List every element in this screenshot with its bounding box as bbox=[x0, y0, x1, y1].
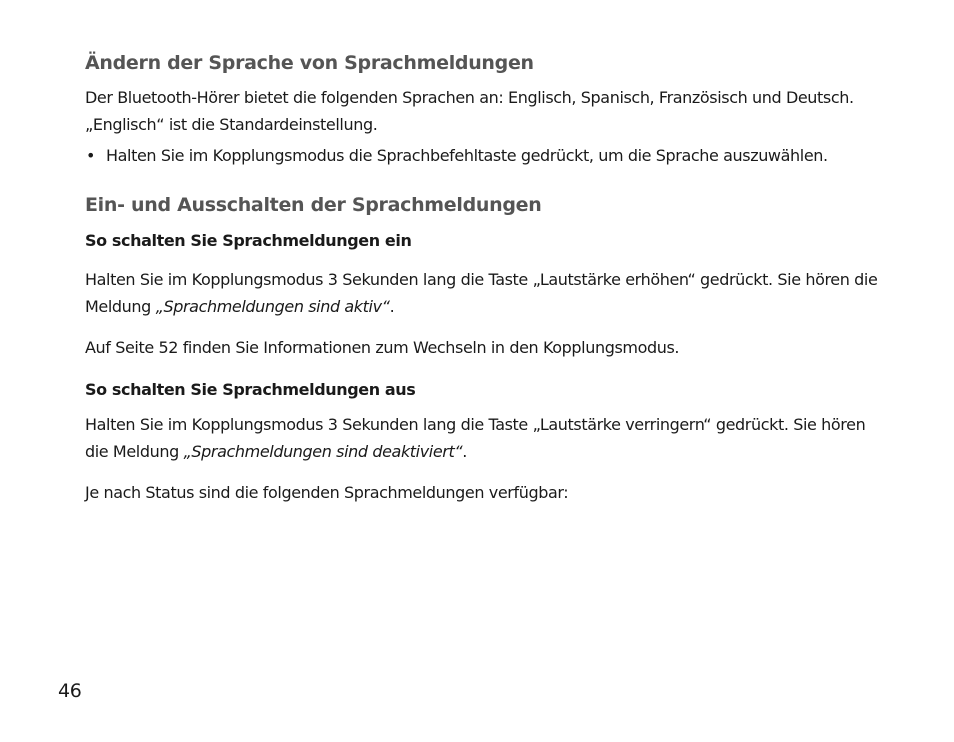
pairing-mode-note: Auf Seite 52 finden Sie Informationen zum Wechseln in den Kopplungsmodus. bbox=[85, 338, 680, 357]
list-item bbox=[85, 143, 885, 168]
page-number: 46 bbox=[58, 680, 82, 702]
status-note: Je nach Status sind die folgenden Sprachmeldungen verfügbar: bbox=[85, 483, 569, 502]
bullet-list bbox=[85, 143, 885, 168]
disable-instructions bbox=[85, 411, 885, 465]
enable-text-end: . bbox=[389, 297, 395, 316]
enable-instructions bbox=[85, 266, 885, 320]
document-page bbox=[85, 50, 885, 506]
bullet-text: Halten Sie im Kopplungsmodus die Sprachbefehltaste gedrückt, um die Sprache auszuwählen. bbox=[106, 146, 828, 165]
language-intro-paragraph: Der Bluetooth-Hörer bietet die folgenden Sprachen an: Englisch, Spanisch, Französisch und Deutsch. „Englisch“ ist die Standardeinstellung. bbox=[85, 88, 854, 134]
disable-text-end: . bbox=[462, 442, 467, 461]
section-heading-language: Ändern der Sprache von Sprachmeldungen bbox=[85, 52, 534, 74]
disable-message: „Sprachmeldungen sind deaktiviert“ bbox=[183, 442, 463, 461]
bullet-icon: • bbox=[86, 146, 96, 165]
enable-message: „Sprachmeldungen sind aktiv“ bbox=[155, 297, 390, 316]
subheading-disable: So schalten Sie Sprachmeldungen aus bbox=[85, 380, 416, 399]
disable-text: Halten Sie im Kopplungsmodus 3 Sekunden lang die Taste „Lautstärke verringern“ gedrückt. Sie hören die Meldung bbox=[85, 415, 866, 461]
section-heading-toggle: Ein- und Ausschalten der Sprachmeldungen bbox=[85, 194, 542, 216]
subheading-enable: So schalten Sie Sprachmeldungen ein bbox=[85, 231, 412, 250]
enable-text: Halten Sie im Kopplungsmodus 3 Sekunden lang die Taste „Lautstärke erhöhen“ gedrückt. Sie hören die Meldung bbox=[85, 270, 878, 316]
